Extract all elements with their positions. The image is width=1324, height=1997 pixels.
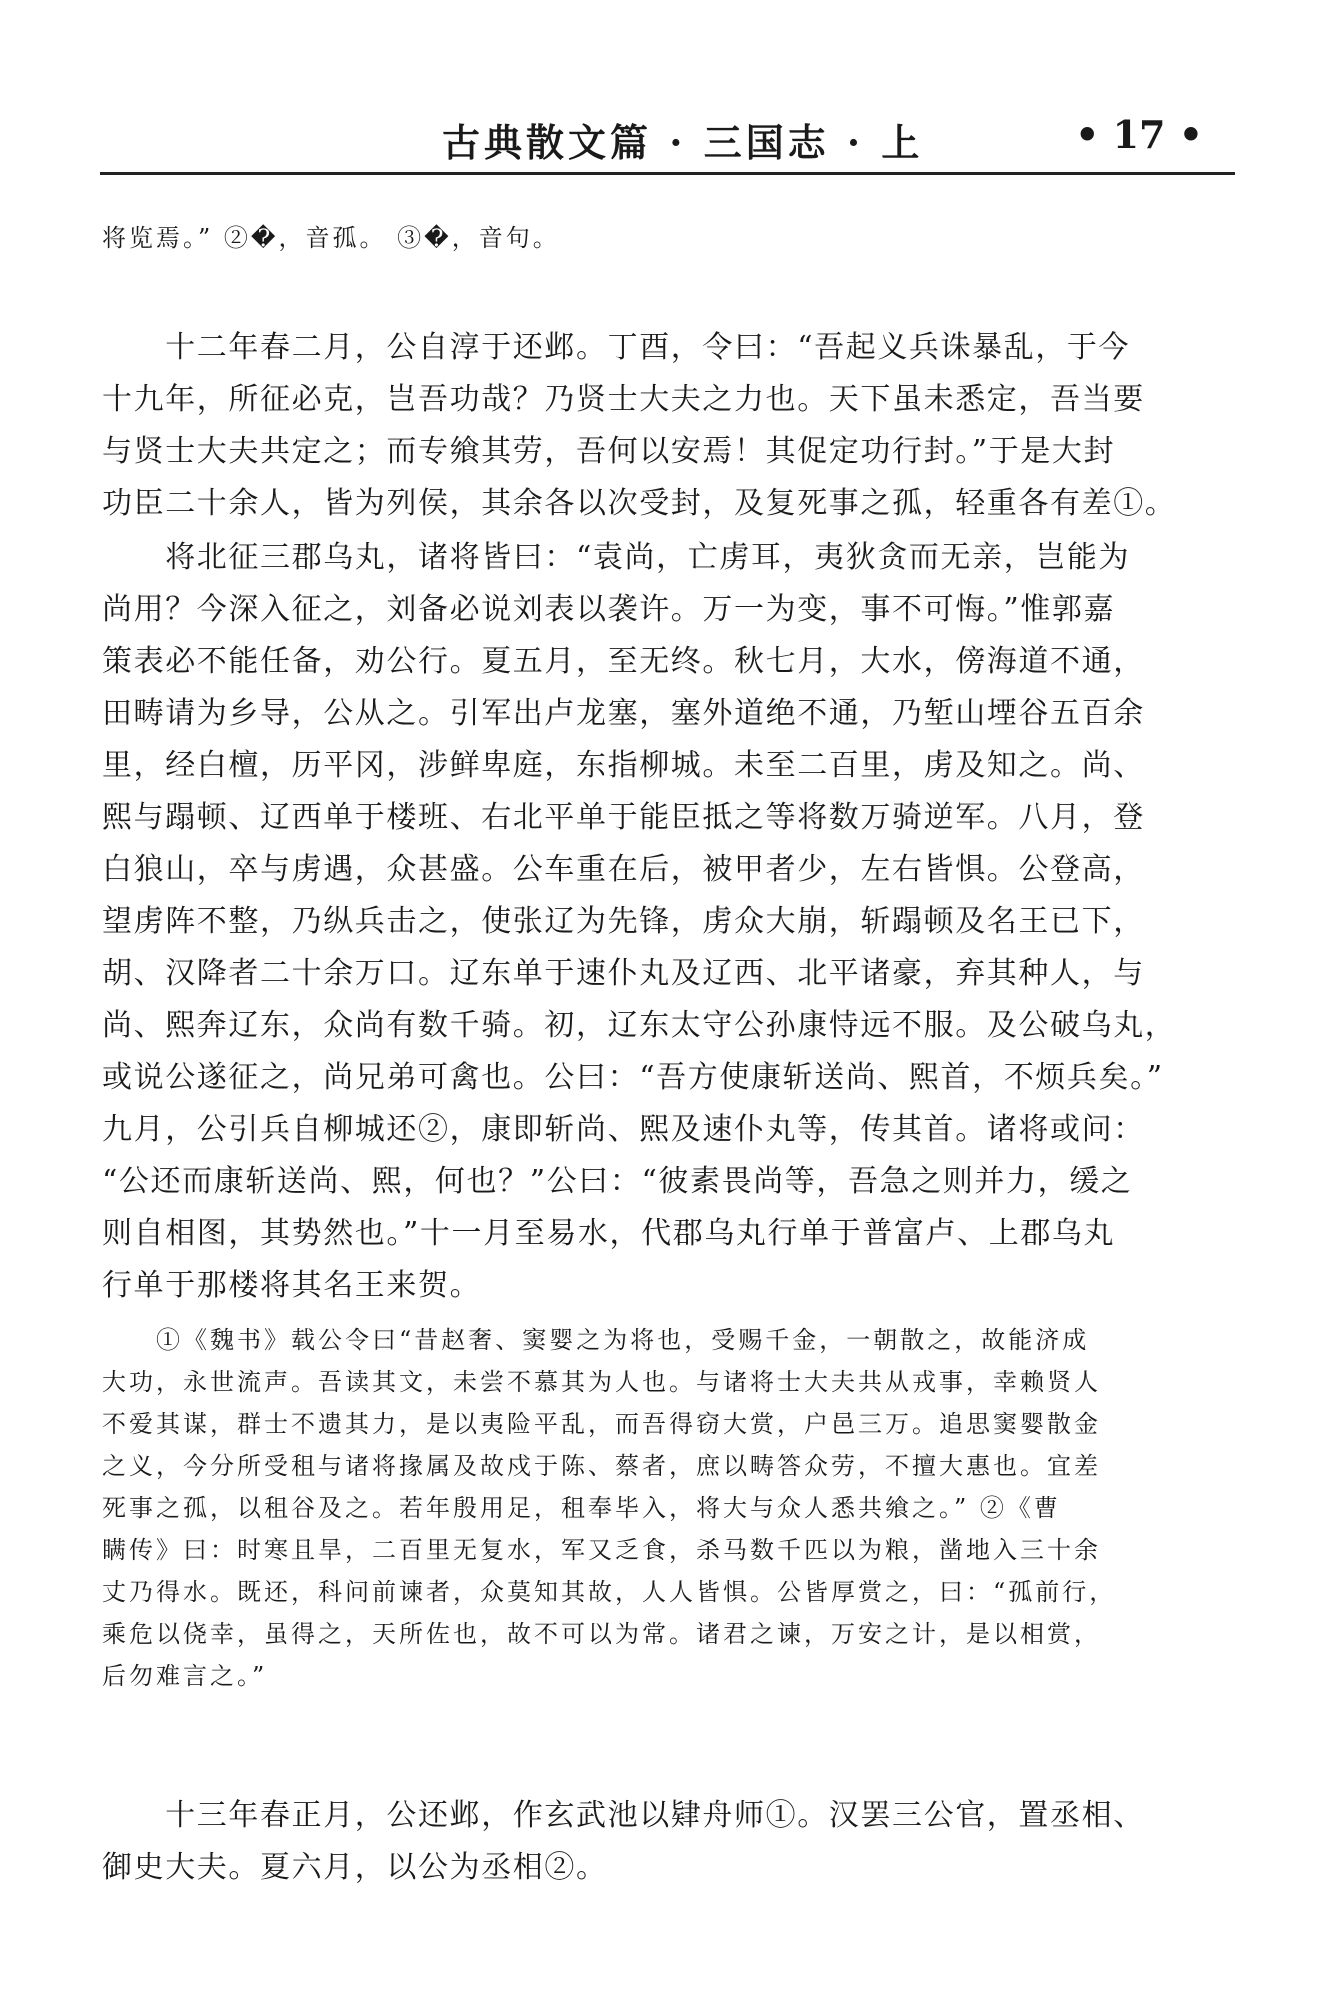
paragraph-2-line: 尚、熙奔辽东，众尚有数千骑。初，辽东太守公孙康恃远不服。及公破乌丸， <box>102 1008 1177 1043</box>
paragraph-1-line: 与贤士大夫共定之；而专飨其劳，吾何以安焉！其促定功行封。”于是大封 <box>102 434 1116 469</box>
paragraph-2-line: 行单于那楼将其名王来贺。 <box>102 1268 482 1303</box>
page-number: • 17 • <box>1075 112 1203 157</box>
footnote-line: 后勿难言之。” <box>102 1662 268 1690</box>
footnote-line: 死事之孤，以租谷及之。若年殷用足，租奉毕入，将大与众人悉共飨之。” ②《曹 <box>102 1494 1061 1522</box>
footnote-line: 之义，今分所受租与诸将掾属及故戍于陈、蔡者，庶以畴答众劳，不擅大惠也。宜差 <box>102 1452 1101 1480</box>
footnote-line: 丈乃得水。既还，科问前谏者，众莫知其故，人人皆惧。公皆厚赏之，曰：“孤前行， <box>102 1578 1117 1606</box>
paragraph-2-line: 胡、汉降者二十余万口。辽东单于速仆丸及辽西、北平诸豪，弃其种人，与 <box>102 956 1145 991</box>
running-header <box>100 100 1235 175</box>
footnote-line: 不爱其谋，群士不遗其力，是以夷险平乱，而吾得窃大赏，户邑三万。追思窦婴散金 <box>102 1410 1101 1438</box>
header-title: 古典散文篇 · 三国志 · 上 <box>442 120 924 165</box>
paragraph-2-line: 则自相图，其势然也。”十一月至易水，代郡乌丸行单于普富卢、上郡乌丸 <box>102 1216 1116 1251</box>
paragraph-1-line: 十九年，所征必克，岂吾功哉？乃贤士大夫之力也。天下虽未悉定，吾当要 <box>102 382 1145 417</box>
footnote-line: 乘危以侥幸，虽得之，天所佐也，故不可以为常。诸君之谏，万安之计，是以相赏， <box>102 1620 1101 1648</box>
paragraph-1-line: 十二年春二月，公自淳于还邺。丁酉，令曰：“吾起义兵诛暴乱，于今 <box>102 330 1131 365</box>
paragraph-2-line: “公还而康斩送尚、熙，何也？”公曰：“彼素畏尚等，吾急之则并力，缓之 <box>102 1164 1133 1199</box>
continued-footnote-line: 将览焉。” ②�，音孤。 ③�，音句。 <box>102 224 560 252</box>
paragraph-2-line: 尚用？今深入征之，刘备必说刘表以袭许。万一为变，事不可悔。”惟郭嘉 <box>102 592 1116 627</box>
paragraph-2-line: 九月，公引兵自柳城还②，康即斩尚、熙及速仆丸等，传其首。诸将或问： <box>102 1112 1145 1147</box>
paragraph-2-line: 白狼山，卒与虏遇，众甚盛。公车重在后，被甲者少，左右皆惧。公登高， <box>102 852 1145 887</box>
paragraph-2-line: 里，经白檀，历平冈，涉鲜卑庭，东指柳城。未至二百里，虏及知之。尚、 <box>102 748 1145 783</box>
paragraph-2-line: 熙与蹋顿、辽西单于楼班、右北平单于能臣抵之等将数万骑逆军。八月，登 <box>102 800 1145 835</box>
paragraph-2-line: 将北征三郡乌丸，诸将皆曰：“袁尚，亡虏耳，夷狄贪而无亲，岂能为 <box>102 540 1131 575</box>
paragraph-2-line: 田畴请为乡导，公从之。引军出卢龙塞，塞外道绝不通，乃堑山堙谷五百余 <box>102 696 1145 731</box>
footnote-line: ①《魏书》载公令曰“昔赵奢、窦婴之为将也，受赐千金，一朝散之，故能济成 <box>102 1326 1090 1354</box>
paragraph-1-line: 功臣二十余人，皆为列侯，其余各以次受封，及复死事之孤，轻重各有差①。 <box>102 486 1177 521</box>
paragraph-2-line: 望虏阵不整，乃纵兵击之，使张辽为先锋，虏众大崩，斩蹋顿及名王已下， <box>102 904 1145 939</box>
footnote-line: 大功，永世流声。吾读其文，未尝不慕其为人也。与诸将士大夫共从戎事，幸赖贤人 <box>102 1368 1101 1396</box>
paragraph-2-line: 或说公遂征之，尚兄弟可禽也。公曰：“吾方使康斩送尚、熙首，不烦兵矣。” <box>102 1060 1164 1095</box>
footnote-line: 瞒传》曰：时寒且旱，二百里无复水，军又乏食，杀马数千匹以为粮，凿地入三十余 <box>102 1536 1101 1564</box>
paragraph-3-line: 御史大夫。夏六月，以公为丞相②。 <box>102 1850 608 1885</box>
paragraph-3-line: 十三年春正月，公还邺，作玄武池以肄舟师①。汉罢三公官，置丞相、 <box>102 1798 1145 1833</box>
paragraph-2-line: 策表必不能任备，劝公行。夏五月，至无终。秋七月，大水，傍海道不通， <box>102 644 1145 679</box>
